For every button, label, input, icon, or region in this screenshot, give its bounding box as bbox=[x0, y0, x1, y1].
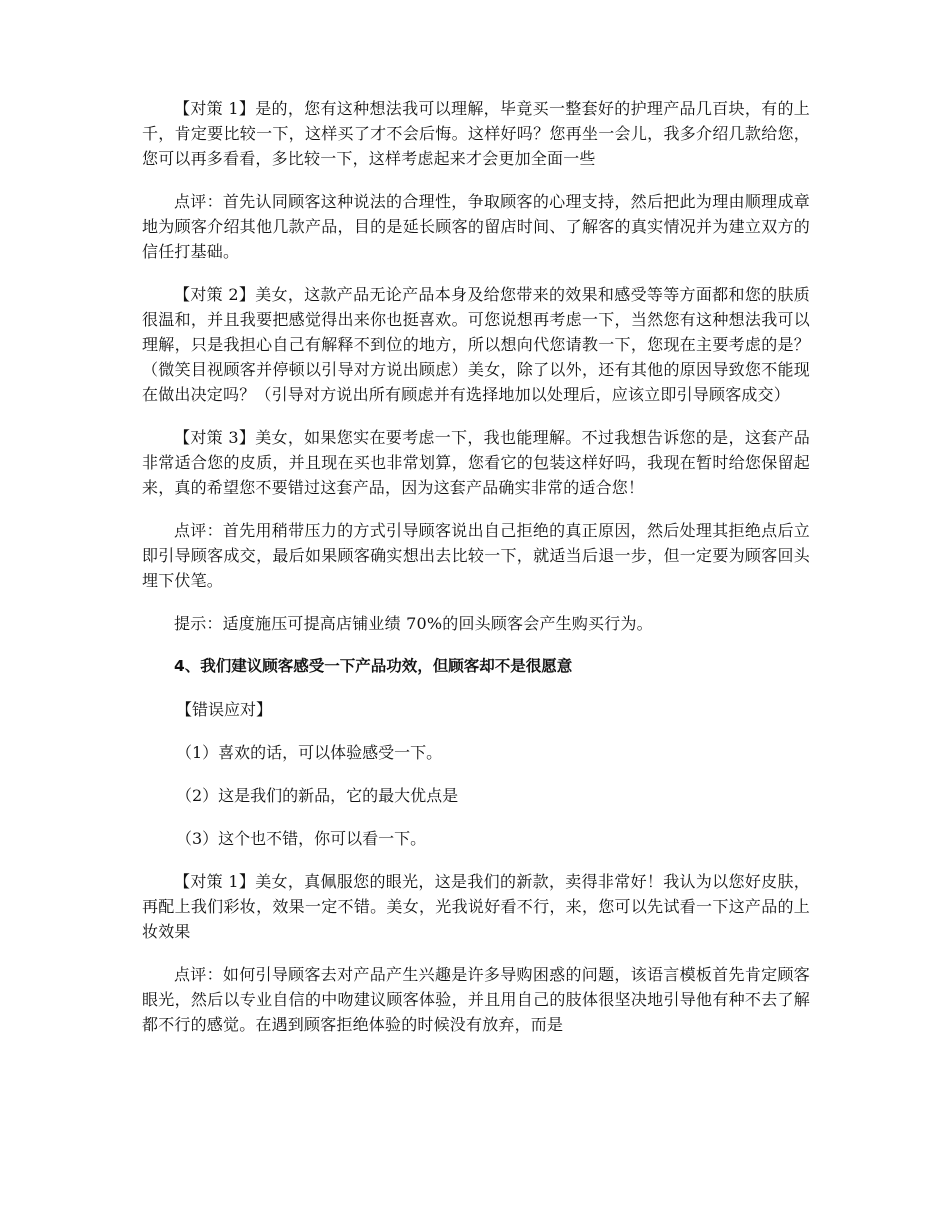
wrong-response-item: （3）这个也不错，你可以看一下。 bbox=[176, 829, 427, 848]
wrong-response-label: 【错误应对】 bbox=[176, 700, 273, 719]
comment-paragraph: 点评：首先用稍带压力的方式引导顾客说出自己拒绝的真正原因，然后处理其拒绝点后立即引导顾客成交，最后如果顾客确实想出去比较一下，就适当后退一步，但一定要为顾客回头埋下伏笔。 bbox=[142, 521, 810, 590]
comment-paragraph: 点评：首先认同顾客这种说法的合理性，争取顾客的心理支持，然后把此为理由顺理成章地为顾客介绍其他几款产品，目的是延长顾客的留店时间、了解客的真实情况并为建立双方的信任打基础。 bbox=[142, 192, 810, 261]
strategy-1-paragraph: 【对策 1】美女，真佩服您的眼光，这是我们的新款，卖得非常好！我认为以您好皮肤，再配上我们彩妆，效果一定不错。美女，光我说好看不行，来，您可以先试看一下这产品的上妆效果 bbox=[142, 872, 810, 941]
section-heading: 4、我们建议顾客感受一下产品功效，但顾客却不是很愿意 bbox=[174, 657, 573, 675]
tip-paragraph: 提示：适度施压可提高店铺业绩 70%的回头顾客会产生购买行为。 bbox=[174, 614, 653, 633]
strategy-1-paragraph: 【对策 1】是的，您有这种想法我可以理解，毕竟买一整套好的护理产品几百块，有的上千，肯定要比较一下，这样买了才不会后悔。这样好吗？您再坐一会儿，我多介绍几款给您，您可以再多看看，多比较一下，这样考虑起来才会更加全面一些 bbox=[142, 99, 810, 168]
strategy-2-paragraph: 【对策 2】美女，这款产品无论产品本身及给您带来的效果和感受等等方面都和您的肤质很温和，并且我要把感觉得出来你也挺喜欢。可您说想再考虑一下，当然您有这种想法我可以理解，只是我担心自己有解释不到位的地方，所以想向代您请教一下，您现在主要考虑的是？（微笑目视顾客并停顿以引导对方说出顾虑）美女，除了以外，还有其他的原因导致您不能现在做出决定吗？（引导对方说出所有顾虑并有选择地加以处理后，应该立即引导顾客成交） bbox=[142, 285, 810, 404]
wrong-response-item: （2）这是我们的新品，它的最大优点是 bbox=[176, 786, 459, 805]
comment-paragraph: 点评：如何引导顾客去对产品产生兴趣是许多导购困惑的问题，该语言模板首先肯定顾客眼光，然后以专业自信的中吻建议顾客体验，并且用自己的肢体很坚决地引导他有种不去了解都不行的感觉。在遇到顾客拒绝体验的时候没有放弃，而是 bbox=[142, 965, 810, 1034]
strategy-3-paragraph: 【对策 3】美女，如果您实在要考虑一下，我也能理解。不过我想告诉您的是，这套产品非常适合您的皮质，并且现在买也非常划算，您看它的包装这样好吗，我现在暂时给您保留起来，真的希望您不要错过这套产品，因为这套产品确实非常的适合您！ bbox=[142, 428, 810, 497]
document-page bbox=[142, 96, 810, 1055]
wrong-response-item: （1）喜欢的话，可以体验感受一下。 bbox=[176, 743, 443, 762]
